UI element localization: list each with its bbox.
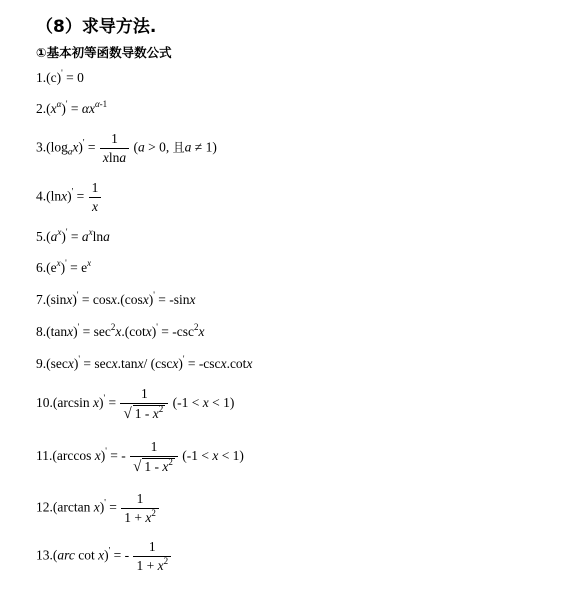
formula-index: 10. bbox=[36, 395, 53, 411]
formula-index: 3. bbox=[36, 139, 47, 155]
formula-1: 1.(c)' = 0 bbox=[36, 68, 84, 85]
formula-4: 4.(lnx)' = $\frac{1}{x}$ bbox=[36, 180, 102, 215]
formula-index: 1. bbox=[36, 70, 47, 85]
formula-index: 5. bbox=[36, 229, 47, 244]
formula-index: 11. bbox=[36, 448, 53, 464]
formula-6: $6.(e^x)' = e^x$ bbox=[36, 258, 92, 275]
formula-index: 4. bbox=[36, 188, 47, 204]
formula-3: $3.(\log_ax)'$ = $\frac{1}{xlna}$ (a > 0, 且a ≠ 1) bbox=[36, 131, 217, 165]
formula-index: 8. bbox=[36, 324, 47, 339]
formula-index: 6. bbox=[36, 260, 47, 275]
formula-index: 7. bbox=[36, 292, 47, 307]
formula-13: 13.(arc cot x)' = - $\frac{1}{1 + x^2}$ bbox=[36, 539, 172, 574]
formula-index: 13. bbox=[36, 547, 53, 563]
formula-9: 9.(secx)' = secx.tanx/ (cscx)' = -cscx.cotx bbox=[36, 354, 253, 371]
formula-index: 2. bbox=[36, 101, 47, 116]
subsection-title: ①基本初等函数导数公式 bbox=[36, 45, 172, 60]
formula-2: $2.(x^\alpha)' = \alpha x^{\alpha-1}$ bbox=[36, 99, 108, 116]
formula-10: 10.(arcsin x)' = $\frac{1}{√ 1 - x^2}$ (-1 < x < 1) bbox=[36, 386, 235, 422]
formula-8: $8.(\tan x)' = \sec^2x.(\cot x)' = -\csc^2x$ bbox=[36, 322, 205, 339]
formula-7: 7.(sinx)' = cosx.(cosx)' = -sinx bbox=[36, 290, 196, 307]
formula-5: $5.(a^x)' = a^x\ln a$ bbox=[36, 227, 110, 244]
formula-index: 9. bbox=[36, 356, 47, 371]
formula-12: 12.(arctan x)' = $\frac{1}{1 + x^2}$ bbox=[36, 491, 160, 526]
formula-index: 12. bbox=[36, 499, 53, 515]
formula-11: 11.(arccos x)' = - $\frac{1}{√ 1 - x^2}$ (-1 < x < 1) bbox=[36, 439, 244, 475]
section-title: （8）求导方法. bbox=[36, 17, 157, 37]
